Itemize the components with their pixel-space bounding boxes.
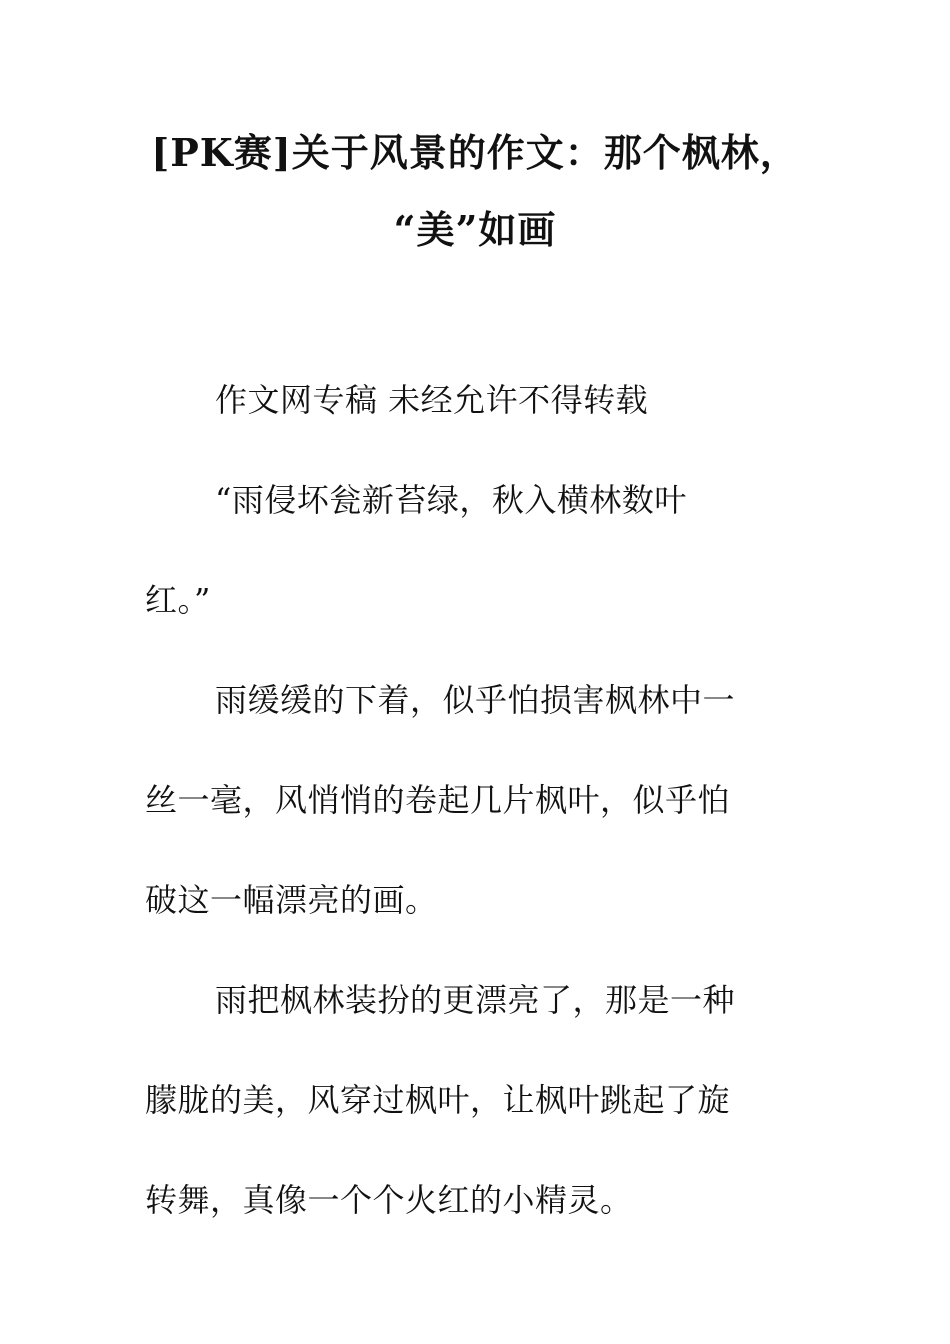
paragraph-3-line-1: 雨把枫林装扮的更漂亮了，那是一种 bbox=[215, 981, 736, 1019]
paragraph-3-line-2: 朦胧的美，风穿过枫叶，让枫叶跳起了旋 bbox=[145, 1081, 731, 1119]
paragraph-2-line-2: 丝一毫，风悄悄的卷起几片枫叶，似乎怕 bbox=[145, 781, 731, 819]
copyright-notice: 作文网专稿 未经允许不得转载 bbox=[215, 381, 649, 419]
document-title-line-1: [PK赛]关于风景的作文：那个枫林， bbox=[151, 130, 799, 175]
poem-quote-line-1: “雨侵坏瓮新苔绿，秋入横林数叶 bbox=[215, 481, 687, 519]
paragraph-2-line-1: 雨缓缓的下着，似乎怕损害枫林中一 bbox=[215, 681, 736, 719]
paragraph-3-line-3: 转舞，真像一个个火红的小精灵。 bbox=[145, 1181, 633, 1219]
paragraph-2-line-3: 破这一幅漂亮的画。 bbox=[145, 881, 438, 919]
poem-quote-line-2: 红。” bbox=[145, 581, 211, 619]
document-title-line-2: “美”如画 bbox=[393, 207, 557, 252]
